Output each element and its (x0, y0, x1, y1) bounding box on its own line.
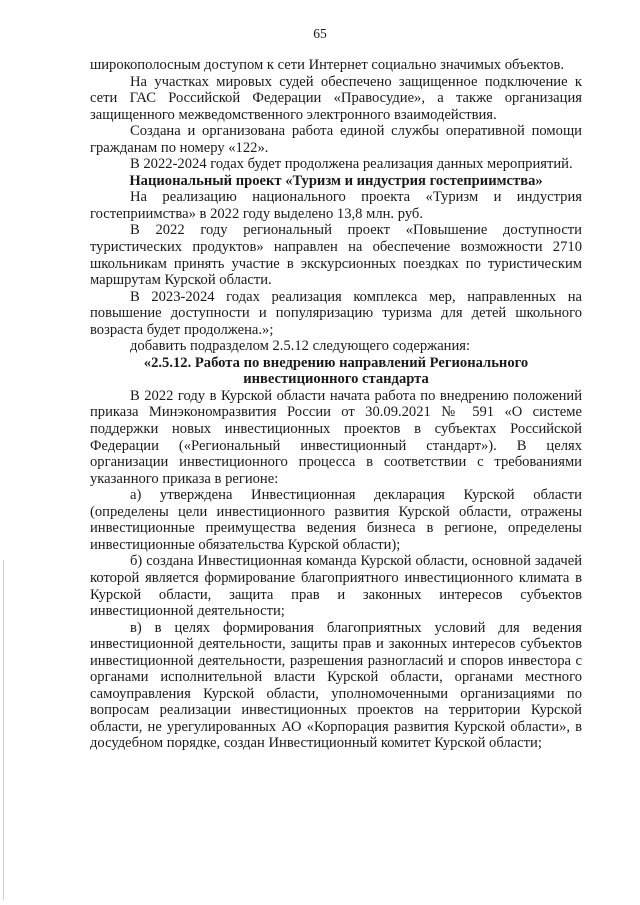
document-body (90, 57, 582, 752)
paragraph-add-subsection: добавить подразделом 2.5.12 следующего содержания: (130, 338, 471, 355)
paragraph-justice-network: На участках мировых судей обеспечено защищенное подключение к сети ГАС Российской Федерации «Правосудие», а также организация защищенного межведомственного электронного взаимодействия. (90, 73, 582, 123)
paragraph-122-service: Создана и организована работа единой службы оперативной помощи гражданам по номеру «122». (90, 123, 582, 156)
paragraph-intro-continuation: широкополосным доступом к сети Интернет социально значимых объектов. (90, 57, 564, 73)
list-item-c: в) в целях формирования благоприятных условий для ведения инвестиционной деятельности, защиты прав и законных интересов субъектов инвестиционной деятельности, разрешения разногласий и споров инвестора с органами исполнительной власти Курской области, органами местного самоуправления Курской области, уполномоченными организациями по вопросам реализации инвестиционных проектов на территории Курской области, не урегулированных АО «Корпорация развития Курской области», в досудебном порядке, создан Инвестиционный комитет Курской области; (90, 619, 582, 752)
page-number: 65 (313, 26, 327, 41)
list-item-a: а) утверждена Инвестиционная декларация Курской области (определены цели инвестиционного развития Курской области, отражены инвестиционные преимущества ведения бизнеса в регионе, определены инвестиционные обязательства Курской области); (90, 487, 582, 553)
scan-edge-line (3, 560, 4, 900)
paragraph-tourism-regional: В 2022 году региональный проект «Повышение доступности туристических продуктов» направлен на обеспечение возможности 2710 школьникам принять участие в экскурсионных поездках по туристическим маршрутам Курской области. (90, 222, 582, 289)
section-heading-investment-sub: инвестиционного стандарта (243, 371, 429, 388)
paragraph-2022-2024: В 2022-2024 годах будет продолжена реализация данных мероприятий. (130, 156, 573, 173)
section-heading-investment: «2.5.12. Работа по внедрению направлений Регионального (143, 354, 529, 371)
list-item-b: б) создана Инвестиционная команда Курской области, основной задачей которой является формирование благоприятного инвестиционного климата в Курской области, защита прав и законных интересов субъектов инвестиционной деятельности; (90, 553, 582, 620)
paragraph-tourism-funding: На реализацию национального проекта «Туризм и индустрия гостеприимства» в 2022 году выделено 13,8 млн. руб. (90, 189, 582, 222)
paragraph-tourism-continuation: В 2023-2024 годах реализация комплекса мер, направленных на повышение доступности и популяризацию туризма для детей школьного возраста будет продолжена.»; (90, 288, 582, 338)
section-heading-tourism: Национальный проект «Туризм и индустрия гостеприимства» (129, 172, 543, 189)
paragraph-investment-intro: В 2022 году в Курской области начата работа по внедрению положений приказа Минэкономразвития России от 30.09.2021 № 591 «О системе поддержки новых инвестиционных проектов в субъектах Российской Федерации («Региональный инвестиционный стандарт»). В целях организации инвестиционного процесса в соответствии с требованиями указанного приказа в регионе: (90, 387, 582, 487)
